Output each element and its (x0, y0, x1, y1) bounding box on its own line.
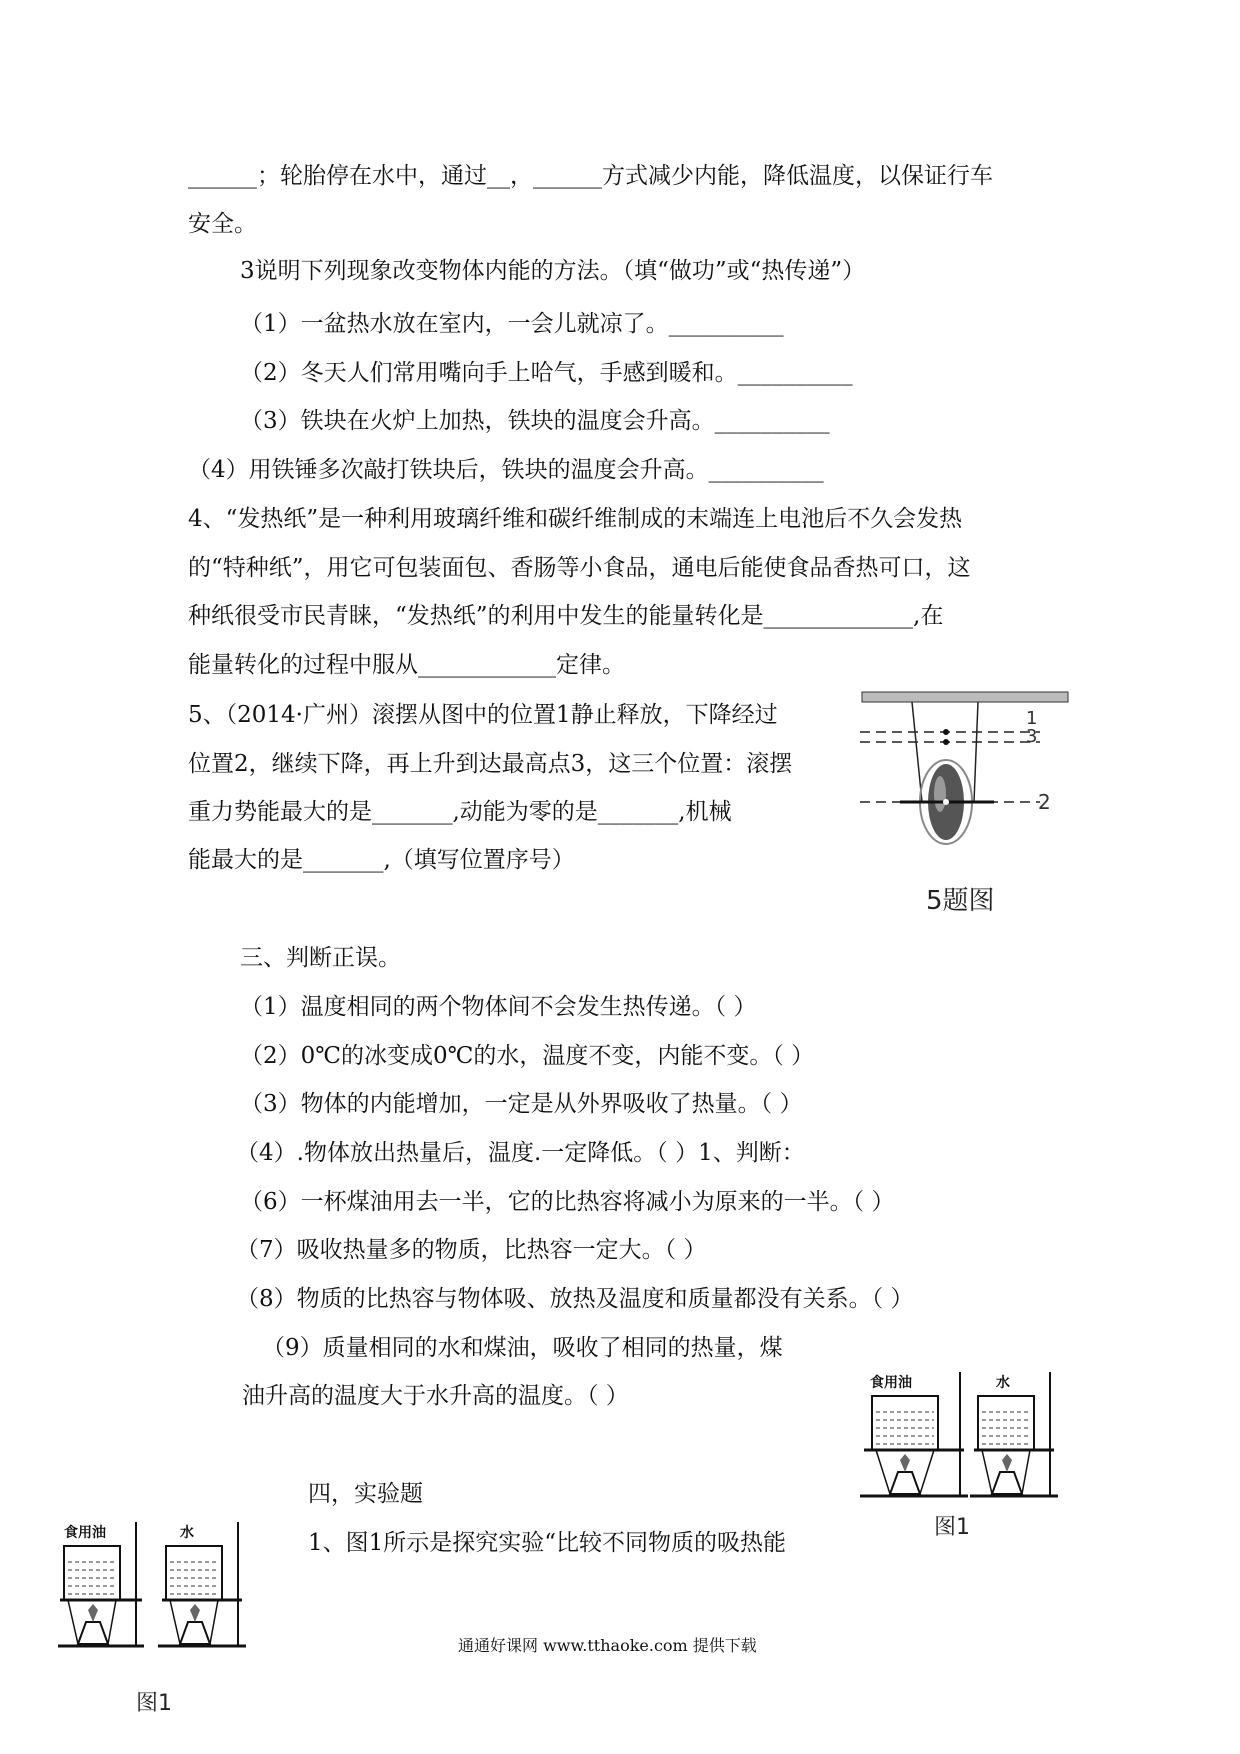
judge-item-8: （8）物质的比热容与物体吸、放热及温度和质量都没有关系。（ ） (236, 1286, 914, 1312)
text-line-1: ______；轮胎停在水中，通过__，______方式减少内能，降低温度，以保证行车 (188, 163, 993, 189)
question-3-item-4: （4）用铁锤多次敲打铁块后，铁块的温度会升高。__________ (188, 457, 824, 483)
question-5-line-1: 5、（2014·广州）滚摆从图中的位置1静止释放，下降经过 (188, 702, 778, 728)
pendulum-diagram (860, 690, 1070, 870)
label-water-right: 水 (996, 1375, 1010, 1391)
judge-item-6: （6）一杯煤油用去一半，它的比热容将减小为原来的一半。（ ） (240, 1189, 895, 1215)
figure-1-caption-left: 图1 (136, 1691, 172, 1716)
judge-item-3: （3）物体的内能增加，一定是从外界吸收了热量。（ ） (240, 1091, 803, 1117)
judge-item-1: （1）温度相同的两个物体间不会发生热传递。（ ） (240, 994, 757, 1020)
figure-1-left (58, 1520, 258, 1720)
judge-item-4: （4）.物体放出热量后，温度.一定降低。（ ）1、判断： (236, 1140, 805, 1166)
text-line-2: 安全。 (188, 211, 257, 237)
pendulum-label-3: 3 (1026, 726, 1038, 747)
judge-item-7: （7）吸收热量多的物质，比热容一定大。（ ） (236, 1237, 707, 1263)
experiment-1-line-1: 1、图1所示是探究实验“比较不同物质的吸热能 (308, 1530, 787, 1556)
section-4-heading: 四，实验题 (308, 1481, 423, 1507)
pendulum-label-1: 1 (1026, 708, 1038, 729)
section-3-heading: 三、判断正误。 (240, 945, 401, 971)
page-footer: 通通好课网 www.tthaoke.com 提供下载 (458, 1636, 757, 1655)
question-5-line-4: 能最大的是_______,（填写位置序号） (188, 847, 575, 873)
question-3-heading: 3说明下列现象改变物体内能的方法。（填“做功”或“热传递”） (240, 258, 866, 284)
question-3-item-3: （3）铁块在火炉上加热，铁块的温度会升高。__________ (240, 408, 830, 434)
question-5-line-3: 重力势能最大的是_______,动能为零的是_______,机械 (188, 799, 732, 825)
judge-item-2: （2）0℃的冰变成0℃的水，温度不变，内能不变。（ ） (240, 1043, 815, 1069)
judge-item-9-line-1: （9）质量相同的水和煤油，吸收了相同的热量，煤 (262, 1335, 783, 1361)
question-3-item-2: （2）冬天人们常用嘴向手上哈气，手感到暖和。__________ (240, 360, 853, 386)
figure-1-right (860, 1370, 1060, 1560)
judge-item-9-line-2: 油升高的温度大于水升高的温度。（ ） (242, 1383, 629, 1409)
question-3-item-1: （1）一盆热水放在室内，一会儿就凉了。__________ (240, 311, 784, 337)
question-5-line-2: 位置2，继续下降，再上升到达最高点3，这三个位置：滚摆 (188, 751, 793, 777)
question-4-line-1: 4、“发热纸”是一种利用玻璃纤维和碳纤维制成的末端连上电池后不久会发热 (188, 506, 963, 532)
label-cooking-oil-left: 食用油 (64, 1525, 106, 1541)
question-4-line-3: 种纸很受市民青睐，“发热纸”的利用中发生的能量转化是_____________,在 (188, 603, 944, 629)
label-water-left: 水 (180, 1525, 194, 1541)
figure-1-caption-right: 图1 (934, 1515, 970, 1540)
pendulum-figure (860, 690, 1070, 920)
question-4-line-2: 的“特种纸”，用它可包装面包、香肠等小食品，通电后能使食品香热可口，这 (188, 555, 971, 581)
label-cooking-oil-right: 食用油 (870, 1375, 912, 1391)
question-4-line-4: 能量转化的过程中服从____________定律。 (188, 652, 625, 678)
pendulum-caption: 5题图 (926, 886, 995, 916)
pendulum-label-2: 2 (1038, 790, 1051, 814)
